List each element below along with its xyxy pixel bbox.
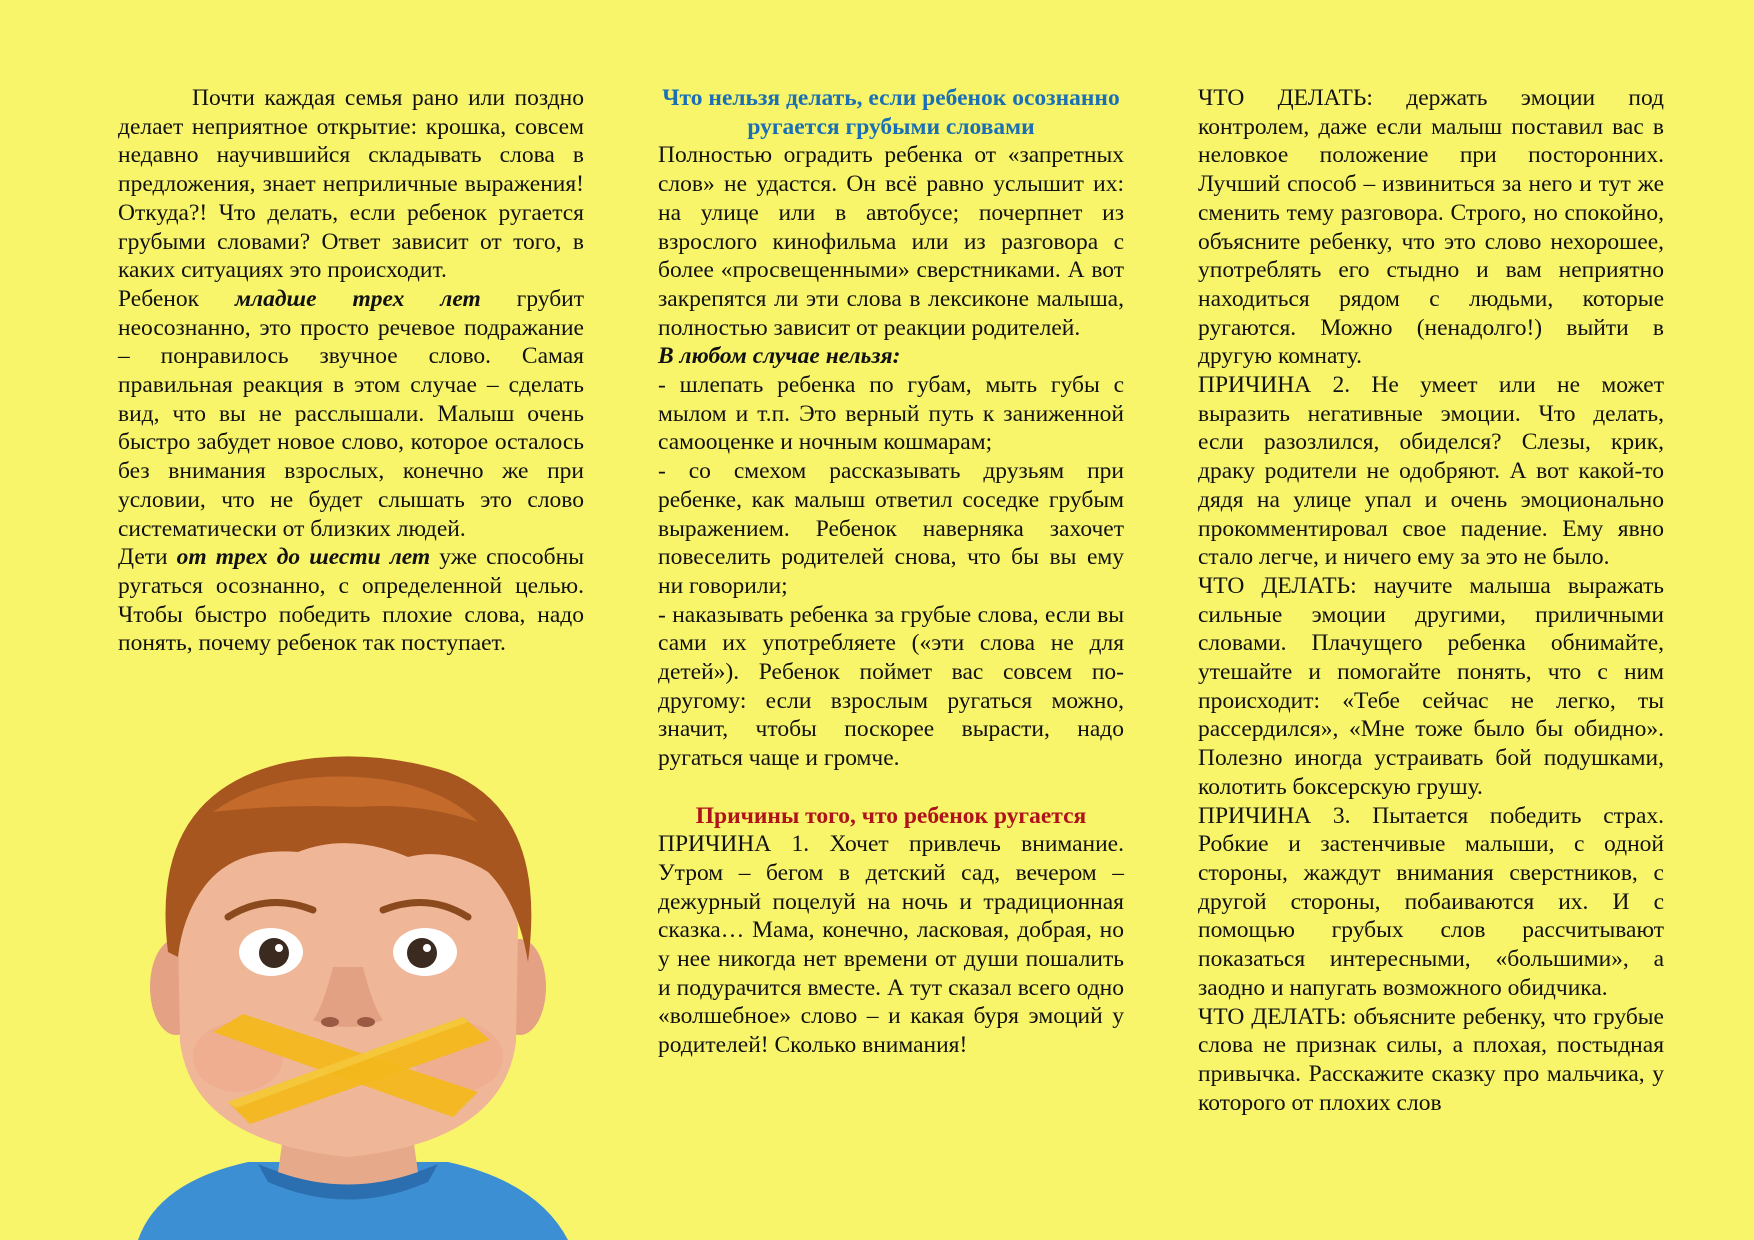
paragraph-reason-3: ПРИЧИНА 3. Пытается победить страх. Робкие и застенчивые малыши, с одной стороны, жаждут внимания сверстников, с другой стороны, побаиваются их. И с помощью грубых слов рассчитывают показаться интересными, «большими», а заодно и напугать возможного обидчика. [1198,802,1664,1001]
boy-with-taped-mouth-photo [118,752,578,1240]
three-to-six-paragraph [118,543,584,658]
paragraph-what-to-do-2: ЧТО ДЕЛАТЬ: научите малыша выражать сильные эмоции другими, приличными словами. Плачущего ребенка обнимайте, утешайте и помогайте понять, что с ним происходит: «Тебе сейчас не легко, ты рассердился», «Мне тоже было бы обидно». Полезно иногда устраивать бой подушками, колотить боксерскую грушу. [1198,572,1664,800]
column-right [1198,84,1664,1117]
text-run: Ребенок [118,285,235,312]
paragraph-what-to-do-1: ЧТО ДЕЛАТЬ: держать эмоции под контролем, даже если малыш поставил вас в неловкое положение при посторонних. Лучший способ – извиниться за него и тут же сменить тему разговора. Строго, но спокойно, объясните ребенку, что это слово нехорошее, употреблять его стыдно и вам неприятно находиться рядом с людьми, которые ругаются. Можно (ненадолго!) выйти в другую комнату. [1198,85,1664,370]
paragraph-cannot-isolate: Полностью оградить ребенка от «запретных слов» не удастся. Он всё равно услышит их: на улице или в автобусе; почерпнет из взрослого кинофильма или из разговора с более «просвещенными» сверстниками. А вот закрепятся ли эти слова в лексиконе малыша, полностью зависит от реакции родителей. [658,142,1124,341]
paragraph-reason-1: ПРИЧИНА 1. Хочет привлечь внимание. Утром – бегом в детский сад, вечером – дежурный поцелуй на ночь и традиционная сказка… Мама, конечно, ласковая, добрая, но у нее никогда нет времени от души пошалить и подурачится вместе. А тут сказал всего одно «волшебное» слово – и какая буря эмоций у родителей! Сколько внимания! [658,831,1124,1059]
emphasis-three-to-six: от трех до шести лет [176,544,431,571]
emphasis-under-three: младше трех лет [234,285,481,312]
list-item-spank: - шлепать ребенка по губам, мыть губы с мылом и т.п. Это верный путь к заниженной самооценке и ночным кошмарам; [658,372,1124,456]
list-item-punish: - наказывать ребенка за грубые слова, если вы сами их употребляете («эти слова не для детей»). Ребенок поймет вас совсем по-другому: если взрослым ругаться можно, значит, чтобы поскорее вырасти, надо ругаться чаще и громче. [658,601,1124,772]
section-heading-reasons: Причины того, что ребенок ругается [695,802,1087,829]
column-middle [658,84,1124,1060]
subheading-never-do: В любом случае нельзя: [658,343,901,370]
text-run: грубит неосознанно, это просто речевое подражание – понравилось звучное слово. Самая правильная реакция в этом случае – сделать вид, что вы не расслышали. Малыш очень быстро забудет новое слово, которое осталось без внимания взрослых, конечно же при условии, что не будет слышать это слово систематически от близких людей. [118,285,585,542]
text-run: Дети [118,544,177,571]
under-three-paragraph [118,285,584,543]
list-item-laugh: - со смехом рассказывать друзьям при ребенке, как малыш ответил соседке грубым выражением. Ребенок наверняка захочет повеселить родителей снова, что бы вы ему ни говорили; [658,458,1124,599]
column-left [118,84,584,658]
spacer [658,773,1124,802]
text-run: уже способны ругаться осознанно, с определенной целью. Чтобы быстро победить плохие слова, надо понять, почему ребенок так поступает. [118,544,584,657]
intro-paragraph: Почти каждая семья рано или поздно делает неприятное открытие: крошка, совсем недавно научившийся складывать слова в предложения, знает неприличные выражения! Откуда?! Что делать, если ребенок ругается грубыми словами? Ответ зависит от того, в каких ситуациях это происходит. [118,85,584,284]
section-heading-what-not-to-do: Что нельзя делать, если ребенок осознанно ругается грубыми словами [662,85,1120,140]
paragraph-what-to-do-3: ЧТО ДЕЛАТЬ: объясните ребенку, что грубые слова не признак силы, а плохая, постыдная привычка. Расскажите сказку про мальчика, у которого от плохих слов [1198,1003,1664,1116]
paragraph-reason-2: ПРИЧИНА 2. Не умеет или не может выразить негативные эмоции. Что делать, если разозлился, обиделся? Слезы, крик, драку родители не одобряют. А вот какой-то дядя на улице упал и очень эмоционально прокомментировал свое падение. Ему явно стало легче, и ничего ему за это не было. [1198,372,1664,571]
